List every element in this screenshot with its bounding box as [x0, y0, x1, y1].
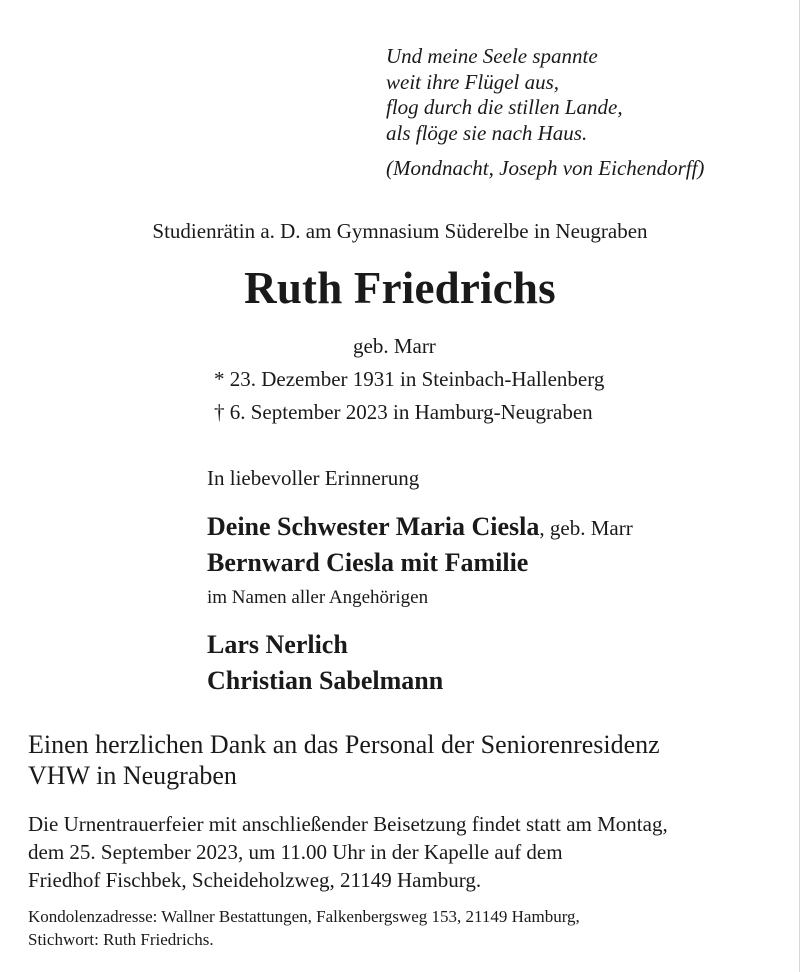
deceased-name: Ruth Friedrichs	[244, 263, 556, 313]
poem-line: weit ihre Flügel aus,	[386, 69, 560, 94]
mourner-person: Christian Sabelmann	[207, 666, 444, 695]
condolence-line: Kondolenzadresse: Wallner Bestattungen, Falkenbergsweg 153, 21149 Hamburg,	[28, 907, 580, 926]
ceremony-line: Die Urnentrauerfeier mit anschließender Beisetzung findet statt am Montag,	[28, 812, 668, 836]
thanks-line: Einen herzlichen Dank an das Personal der Seniorenresidenz	[28, 730, 660, 759]
on-behalf-note: im Namen aller Angehörigen	[207, 587, 429, 608]
ceremony-line: Friedhof Fischbek, Scheideholzweg, 21149 Hamburg.	[28, 868, 482, 892]
birth-date: * 23. Dezember 1931 in Steinbach-Hallenberg	[214, 367, 605, 391]
condolence-line: Stichwort: Ruth Friedrichs.	[28, 930, 214, 949]
thanks-note	[28, 729, 788, 791]
condolence-address	[28, 905, 788, 951]
mourner-family: Bernward Ciesla mit Familie	[207, 548, 529, 577]
ceremony-details	[28, 810, 788, 894]
deceased-occupation: Studienrätin a. D. am Gymnasium Süderelbe in Neugraben	[152, 219, 648, 243]
poem-line: Und meine Seele spannte	[386, 44, 598, 68]
poem-line: als flöge sie nach Haus.	[386, 120, 588, 145]
mourner-sister-birth-name: , geb. Marr	[539, 516, 633, 540]
memory-intro: In liebevoller Erinnerung	[207, 466, 420, 490]
mourner-person: Lars Nerlich	[207, 630, 348, 659]
ceremony-line: dem 25. September 2023, um 11.00 Uhr in der Kapelle auf dem	[28, 840, 563, 864]
mourner-sister	[207, 512, 633, 542]
thanks-line: VHW in Neugraben	[28, 761, 237, 790]
mourner-sister-name: Deine Schwester Maria Ciesla	[207, 512, 540, 541]
birth-name: geb. Marr	[353, 334, 436, 358]
poem	[386, 44, 623, 146]
death-date: † 6. September 2023 in Hamburg-Neugraben	[214, 400, 593, 424]
poem-source: (Mondnacht, Joseph von Eichendorff)	[386, 156, 705, 180]
poem-line: flog durch die stillen Lande,	[386, 95, 623, 119]
